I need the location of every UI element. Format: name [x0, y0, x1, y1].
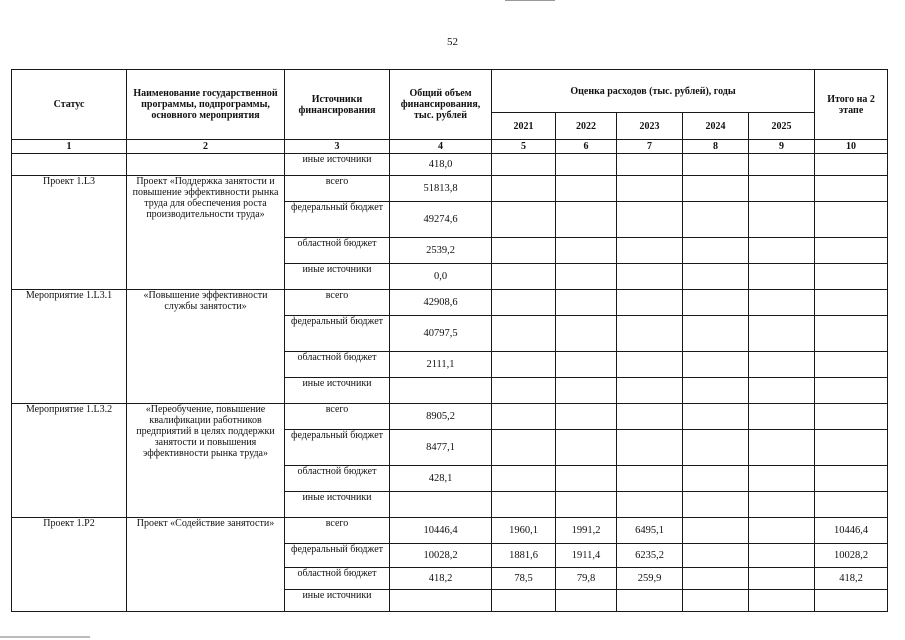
header-stage-total: Итого на 2 этапе	[815, 70, 888, 140]
total-funding-cell: 8905,2	[390, 404, 492, 430]
budget-table	[11, 69, 888, 612]
total-funding-cell: 49274,6	[390, 202, 492, 238]
column-number: 5	[492, 140, 556, 154]
total-funding-cell: 10446,4	[390, 518, 492, 544]
year-value-cell	[617, 290, 683, 316]
column-number: 8	[683, 140, 749, 154]
year-value-cell	[556, 264, 617, 290]
table-row	[12, 154, 888, 176]
year-value-cell	[556, 352, 617, 378]
table-row	[12, 176, 888, 202]
funding-source-cell: иные источники	[285, 590, 390, 612]
year-value-cell: 78,5	[492, 568, 556, 590]
funding-source-cell: федеральный бюджет	[285, 316, 390, 352]
year-value-cell	[617, 466, 683, 492]
total-funding-cell: 418,0	[390, 154, 492, 176]
year-value-cell	[683, 290, 749, 316]
total-funding-cell: 0,0	[390, 264, 492, 290]
header-year: 2025	[749, 113, 815, 140]
header-total-funding: Общий объем финансирования, тыс. рублей	[390, 70, 492, 140]
funding-source-cell: областной бюджет	[285, 352, 390, 378]
column-number: 10	[815, 140, 888, 154]
year-value-cell	[749, 430, 815, 466]
year-value-cell	[492, 202, 556, 238]
year-value-cell	[749, 378, 815, 404]
program-name-cell: «Переобучение, повышение квалификации работников предприятий в целях поддержки занятости и повышения эффективности рынка труда»	[127, 404, 285, 518]
total-funding-cell: 2539,2	[390, 238, 492, 264]
year-value-cell	[492, 590, 556, 612]
year-value-cell: 1911,4	[556, 544, 617, 568]
year-value-cell: 1960,1	[492, 518, 556, 544]
year-value-cell	[492, 404, 556, 430]
year-value-cell	[683, 176, 749, 202]
stage-total-cell	[815, 290, 888, 316]
year-value-cell: 6495,1	[617, 518, 683, 544]
column-number: 9	[749, 140, 815, 154]
year-value-cell	[683, 568, 749, 590]
year-value-cell	[492, 466, 556, 492]
scan-edge-mark	[505, 0, 555, 1]
stage-total-cell: 10028,2	[815, 544, 888, 568]
funding-source-cell: областной бюджет	[285, 568, 390, 590]
year-value-cell	[556, 590, 617, 612]
year-value-cell	[617, 378, 683, 404]
header-expense-estimate: Оценка расходов (тыс. рублей), годы	[492, 70, 815, 113]
header-year: 2022	[556, 113, 617, 140]
year-value-cell	[749, 202, 815, 238]
stage-total-cell	[815, 404, 888, 430]
page-number: 52	[447, 36, 458, 48]
year-value-cell	[556, 176, 617, 202]
year-value-cell	[556, 378, 617, 404]
year-value-cell	[617, 176, 683, 202]
year-value-cell	[492, 316, 556, 352]
year-value-cell	[556, 154, 617, 176]
table-row	[12, 404, 888, 430]
year-value-cell: 1991,2	[556, 518, 617, 544]
year-value-cell: 259,9	[617, 568, 683, 590]
year-value-cell	[617, 316, 683, 352]
header-program-name: Наименование государственной программы, подпрограммы, основного мероприятия	[127, 70, 285, 140]
year-value-cell	[683, 404, 749, 430]
stage-total-cell	[815, 430, 888, 466]
column-number: 6	[556, 140, 617, 154]
year-value-cell	[683, 264, 749, 290]
header-year: 2021	[492, 113, 556, 140]
funding-source-cell: всего	[285, 290, 390, 316]
stage-total-cell	[815, 154, 888, 176]
year-value-cell	[617, 264, 683, 290]
year-value-cell	[556, 492, 617, 518]
year-value-cell: 1881,6	[492, 544, 556, 568]
status-cell: Мероприятие 1.L3.1	[12, 290, 127, 404]
year-value-cell	[749, 568, 815, 590]
year-value-cell	[683, 238, 749, 264]
year-value-cell	[749, 238, 815, 264]
year-value-cell	[683, 466, 749, 492]
year-value-cell	[749, 518, 815, 544]
year-value-cell	[556, 430, 617, 466]
scan-edge-mark	[0, 636, 90, 638]
funding-source-cell: всего	[285, 404, 390, 430]
year-value-cell	[683, 518, 749, 544]
year-value-cell	[749, 492, 815, 518]
status-cell: Проект 1.L3	[12, 176, 127, 290]
year-value-cell	[492, 378, 556, 404]
stage-total-cell: 418,2	[815, 568, 888, 590]
total-funding-cell: 428,1	[390, 466, 492, 492]
table-row	[12, 290, 888, 316]
year-value-cell	[617, 590, 683, 612]
year-value-cell	[492, 430, 556, 466]
total-funding-cell: 40797,5	[390, 316, 492, 352]
year-value-cell	[749, 316, 815, 352]
year-value-cell	[683, 202, 749, 238]
year-value-cell	[617, 404, 683, 430]
stage-total-cell	[815, 378, 888, 404]
year-value-cell	[617, 492, 683, 518]
year-value-cell	[556, 290, 617, 316]
year-value-cell	[556, 238, 617, 264]
year-value-cell	[683, 430, 749, 466]
year-value-cell	[749, 590, 815, 612]
total-funding-cell: 8477,1	[390, 430, 492, 466]
column-number: 7	[617, 140, 683, 154]
program-name-cell: Проект «Содействие занятости»	[127, 518, 285, 612]
program-name-cell	[127, 154, 285, 176]
header-year: 2024	[683, 113, 749, 140]
stage-total-cell	[815, 176, 888, 202]
program-name-cell: Проект «Поддержка занятости и повышение эффективности рынка труда для обеспечения роста производительности труда»	[127, 176, 285, 290]
year-value-cell	[617, 352, 683, 378]
year-value-cell	[556, 466, 617, 492]
column-number: 4	[390, 140, 492, 154]
stage-total-cell	[815, 590, 888, 612]
year-value-cell	[556, 316, 617, 352]
stage-total-cell	[815, 202, 888, 238]
year-value-cell	[556, 404, 617, 430]
stage-total-cell	[815, 264, 888, 290]
year-value-cell	[617, 430, 683, 466]
year-value-cell	[492, 264, 556, 290]
funding-source-cell: иные источники	[285, 492, 390, 518]
column-number: 2	[127, 140, 285, 154]
funding-source-cell: иные источники	[285, 264, 390, 290]
stage-total-cell	[815, 316, 888, 352]
year-value-cell	[683, 590, 749, 612]
funding-source-cell: всего	[285, 518, 390, 544]
total-funding-cell: 51813,8	[390, 176, 492, 202]
year-value-cell	[617, 154, 683, 176]
year-value-cell	[492, 492, 556, 518]
table-body	[12, 154, 888, 612]
year-value-cell	[683, 378, 749, 404]
year-value-cell	[492, 238, 556, 264]
year-value-cell	[492, 176, 556, 202]
year-value-cell	[683, 352, 749, 378]
year-value-cell	[749, 466, 815, 492]
total-funding-cell: 10028,2	[390, 544, 492, 568]
funding-source-cell: областной бюджет	[285, 466, 390, 492]
program-name-cell: «Повышение эффективности службы занятости»	[127, 290, 285, 404]
year-value-cell	[556, 202, 617, 238]
status-cell: Проект 1.Р2	[12, 518, 127, 612]
year-value-cell	[683, 154, 749, 176]
year-value-cell	[749, 352, 815, 378]
column-number: 1	[12, 140, 127, 154]
table-row	[12, 518, 888, 544]
year-value-cell	[683, 492, 749, 518]
year-value-cell	[749, 544, 815, 568]
header-year: 2023	[617, 113, 683, 140]
funding-source-cell: областной бюджет	[285, 238, 390, 264]
year-value-cell	[749, 404, 815, 430]
stage-total-cell	[815, 352, 888, 378]
year-value-cell	[683, 544, 749, 568]
total-funding-cell: 42908,6	[390, 290, 492, 316]
year-value-cell: 6235,2	[617, 544, 683, 568]
funding-source-cell: федеральный бюджет	[285, 544, 390, 568]
total-funding-cell	[390, 492, 492, 518]
column-number: 3	[285, 140, 390, 154]
total-funding-cell: 2111,1	[390, 352, 492, 378]
year-value-cell	[749, 264, 815, 290]
year-value-cell	[492, 352, 556, 378]
status-cell: Мероприятие 1.L3.2	[12, 404, 127, 518]
header-status: Статус	[12, 70, 127, 140]
stage-total-cell	[815, 466, 888, 492]
stage-total-cell: 10446,4	[815, 518, 888, 544]
header-funding-source: Источники финансирования	[285, 70, 390, 140]
total-funding-cell	[390, 378, 492, 404]
stage-total-cell	[815, 238, 888, 264]
funding-source-cell: иные источники	[285, 154, 390, 176]
total-funding-cell: 418,2	[390, 568, 492, 590]
funding-source-cell: федеральный бюджет	[285, 430, 390, 466]
year-value-cell	[617, 238, 683, 264]
funding-source-cell: иные источники	[285, 378, 390, 404]
total-funding-cell	[390, 590, 492, 612]
year-value-cell: 79,8	[556, 568, 617, 590]
year-value-cell	[749, 154, 815, 176]
status-cell	[12, 154, 127, 176]
funding-source-cell: всего	[285, 176, 390, 202]
year-value-cell	[683, 316, 749, 352]
year-value-cell	[617, 202, 683, 238]
stage-total-cell	[815, 492, 888, 518]
funding-source-cell: федеральный бюджет	[285, 202, 390, 238]
year-value-cell	[749, 176, 815, 202]
year-value-cell	[492, 290, 556, 316]
year-value-cell	[492, 154, 556, 176]
year-value-cell	[749, 290, 815, 316]
